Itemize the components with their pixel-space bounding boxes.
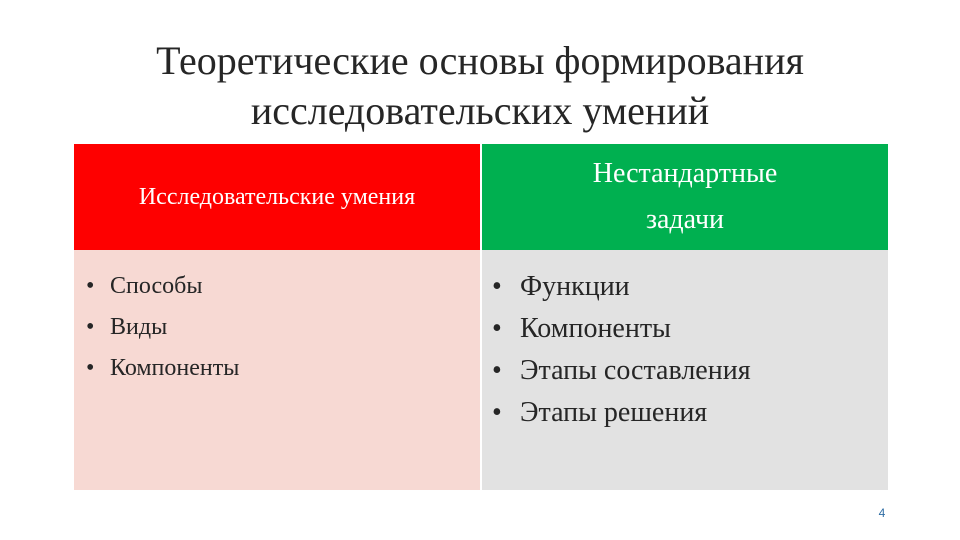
list-item-label: Функции (520, 271, 630, 302)
list-item-label: Этапы составления (520, 355, 751, 386)
list-item (86, 266, 480, 307)
list-item-label: Виды (110, 314, 168, 340)
right-bullet-list (492, 266, 888, 434)
bullet-icon: • (492, 271, 502, 302)
list-item (492, 266, 888, 308)
slide-title (60, 36, 900, 136)
right-column-header-line-2: задачи (645, 204, 725, 235)
slide-title-line-2: исследовательских умений (250, 88, 710, 133)
list-item (492, 350, 888, 392)
left-bullet-list (86, 266, 480, 389)
list-item-label: Этапы решения (520, 397, 708, 428)
page-number: 4 (878, 506, 886, 520)
list-item (492, 392, 888, 434)
bullet-icon: • (492, 355, 502, 386)
bullet-icon: • (86, 273, 95, 299)
bullet-icon: • (86, 355, 95, 381)
list-item-label: Компоненты (520, 313, 671, 344)
left-column-header-label: Исследовательские умения (138, 183, 416, 210)
left-column-header (74, 144, 480, 250)
list-item-label: Способы (110, 273, 203, 299)
slide-title-line-1: Теоретические основы формирования (156, 38, 804, 83)
bullet-icon: • (86, 314, 95, 340)
bullet-icon: • (492, 397, 502, 428)
list-item (86, 307, 480, 348)
bullet-icon: • (492, 313, 502, 344)
list-item (492, 308, 888, 350)
right-column-body (482, 250, 888, 490)
left-column-body (74, 250, 480, 490)
right-column-header (482, 144, 888, 250)
right-column-header-line-1: Нестандартные (592, 158, 778, 189)
list-item-label: Компоненты (110, 355, 240, 381)
list-item (86, 348, 480, 389)
